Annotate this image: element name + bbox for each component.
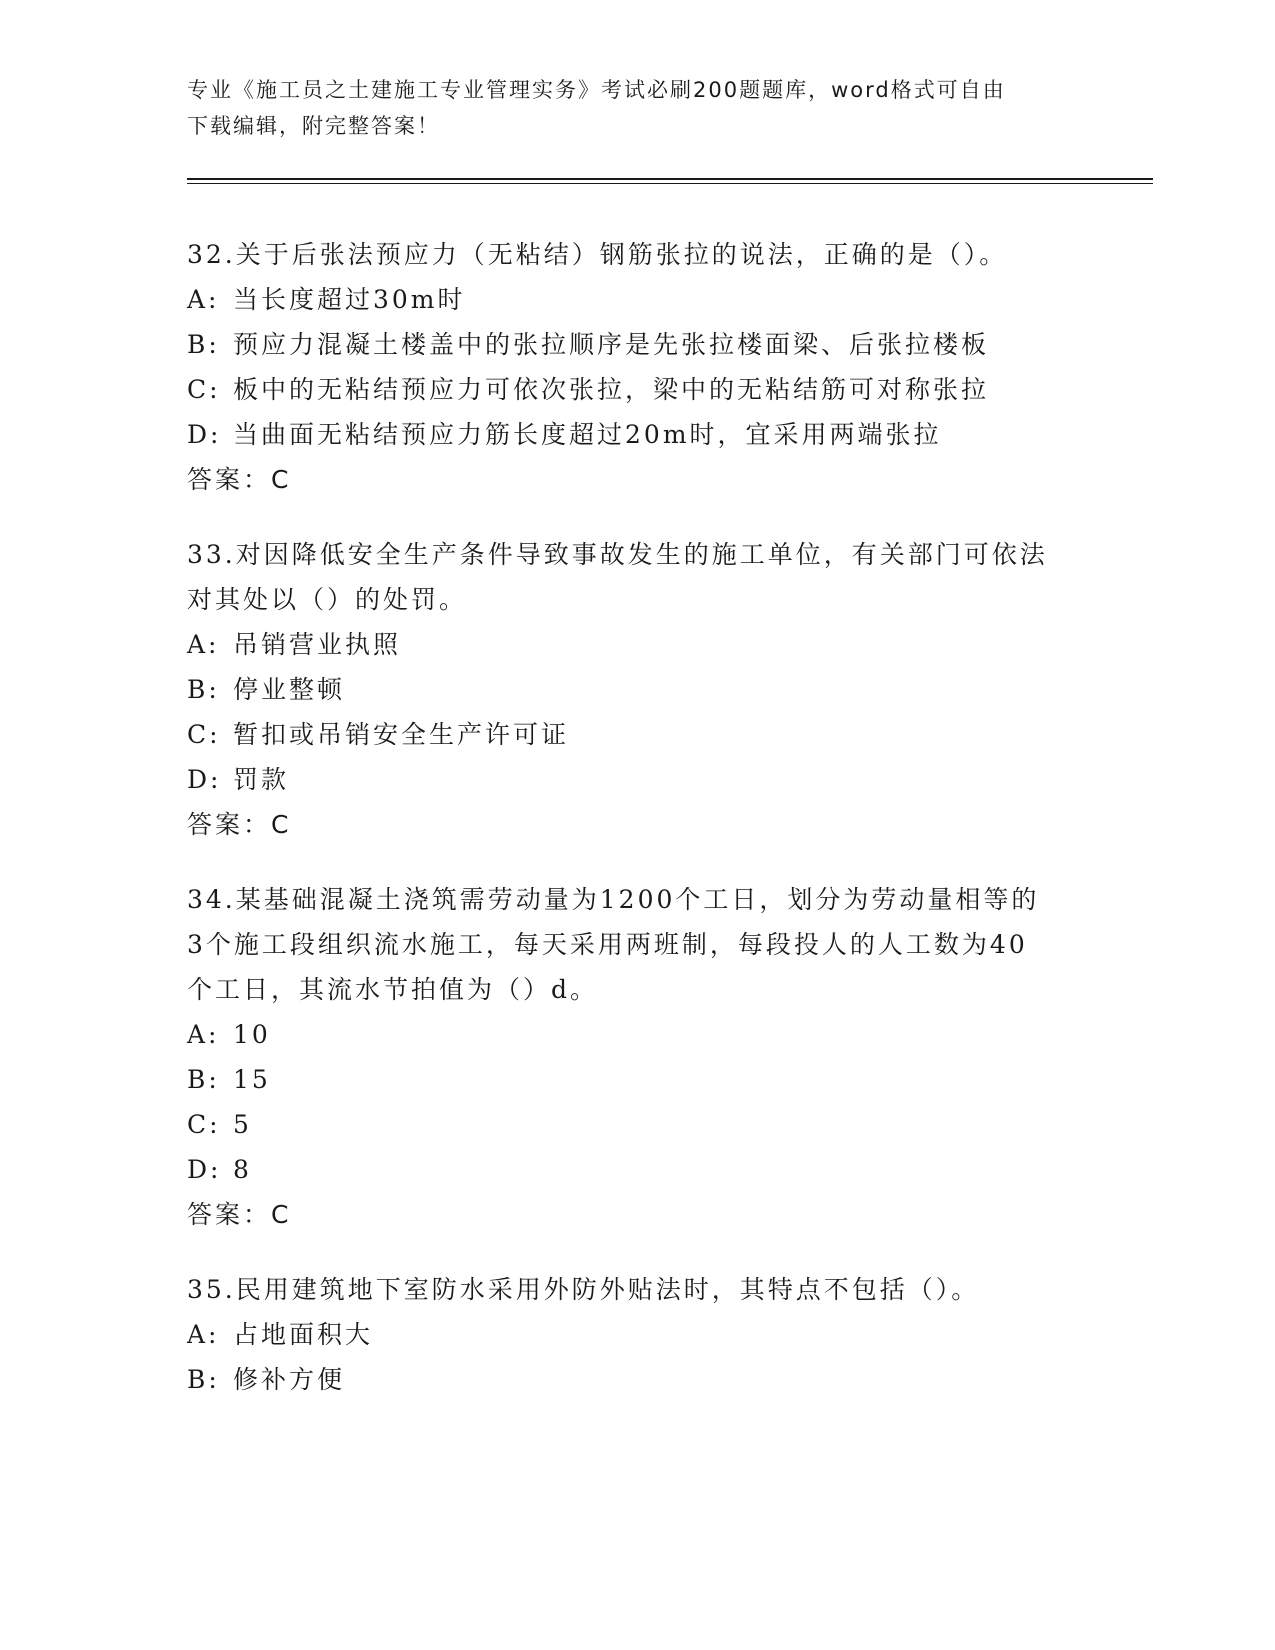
option-key: C: — [187, 375, 221, 404]
option-key: D: — [187, 1155, 222, 1184]
option-key: D: — [187, 765, 222, 794]
question-stem: 32.关于后张法预应力（无粘结）钢筋张拉的说法，正确的是（）。 — [187, 240, 1008, 269]
option-key: A: — [187, 1020, 220, 1049]
option-b — [187, 667, 1087, 712]
option-b — [187, 322, 1087, 367]
option-c — [187, 1102, 1087, 1147]
option-b — [187, 1357, 1087, 1402]
option-d — [187, 1147, 1087, 1192]
question-stem: 35.民用建筑地下室防水采用外防外贴法时，其特点不包括（）。 — [187, 1275, 980, 1304]
option-text: 吊销营业执照 — [233, 630, 402, 659]
option-text: 当曲面无粘结预应力筋长度超过20m时，宜采用两端张拉 — [233, 420, 942, 449]
option-c — [187, 367, 1087, 412]
option-text: 8 — [233, 1155, 252, 1184]
option-text: 罚款 — [233, 765, 290, 794]
question-stem: 34.某基础混凝土浇筑需劳动量为1200个工日，划分为劳动量相等的 — [187, 885, 1040, 914]
option-d — [187, 412, 1087, 457]
option-text: 修补方便 — [233, 1365, 346, 1394]
option-text: 板中的无粘结预应力可依次张拉，梁中的无粘结筋可对称张拉 — [233, 375, 990, 404]
header-line-1: 专业《施工员之土建施工专业管理实务》考试必刷200题题库，word格式可自由 — [187, 78, 1006, 102]
option-key: B: — [187, 675, 220, 704]
option-text: 占地面积大 — [233, 1320, 374, 1349]
option-a — [187, 1012, 1087, 1057]
question-stem: 3个施工段组织流水施工，每天采用两班制，每段投人的人工数为40 — [187, 930, 1028, 959]
option-key: B: — [187, 330, 220, 359]
option-text: 停业整顿 — [233, 675, 346, 704]
question-32 — [187, 232, 1087, 502]
question-34 — [187, 877, 1087, 1237]
option-text: 5 — [233, 1110, 252, 1139]
option-text: 预应力混凝土楼盖中的张拉顺序是先张拉楼面梁、后张拉楼板 — [233, 330, 990, 359]
option-key: A: — [187, 1320, 220, 1349]
header-rule-thin — [187, 183, 1153, 184]
header-rule-thick — [187, 178, 1153, 180]
question-stem: 33.对因降低安全生产条件导致事故发生的施工单位，有关部门可依法 — [187, 540, 1048, 569]
option-key: A: — [187, 285, 220, 314]
question-35 — [187, 1267, 1087, 1402]
question-stem: 个工日，其流水节拍值为（）d。 — [187, 975, 599, 1004]
header-line-2: 下载编辑，附完整答案！ — [187, 114, 440, 138]
option-key: B: — [187, 1365, 220, 1394]
option-text: 10 — [233, 1020, 271, 1049]
option-d — [187, 757, 1087, 802]
option-key: C: — [187, 1110, 221, 1139]
option-key: C: — [187, 720, 221, 749]
question-list — [187, 232, 1087, 1432]
option-a — [187, 1312, 1087, 1357]
option-text: 暂扣或吊销安全生产许可证 — [233, 720, 570, 749]
question-stem: 对其处以（）的处罚。 — [187, 585, 468, 614]
option-text: 15 — [233, 1065, 271, 1094]
option-b — [187, 1057, 1087, 1102]
question-33 — [187, 532, 1087, 847]
option-a — [187, 622, 1087, 667]
option-text: 当长度超过30m时 — [233, 285, 466, 314]
option-key: B: — [187, 1065, 220, 1094]
option-a — [187, 277, 1087, 322]
answer-line: 答案：C — [187, 810, 292, 839]
answer-line: 答案：C — [187, 1200, 292, 1229]
option-c — [187, 712, 1087, 757]
option-key: A: — [187, 630, 220, 659]
document-header — [187, 72, 1087, 144]
answer-line: 答案：C — [187, 465, 292, 494]
option-key: D: — [187, 420, 222, 449]
